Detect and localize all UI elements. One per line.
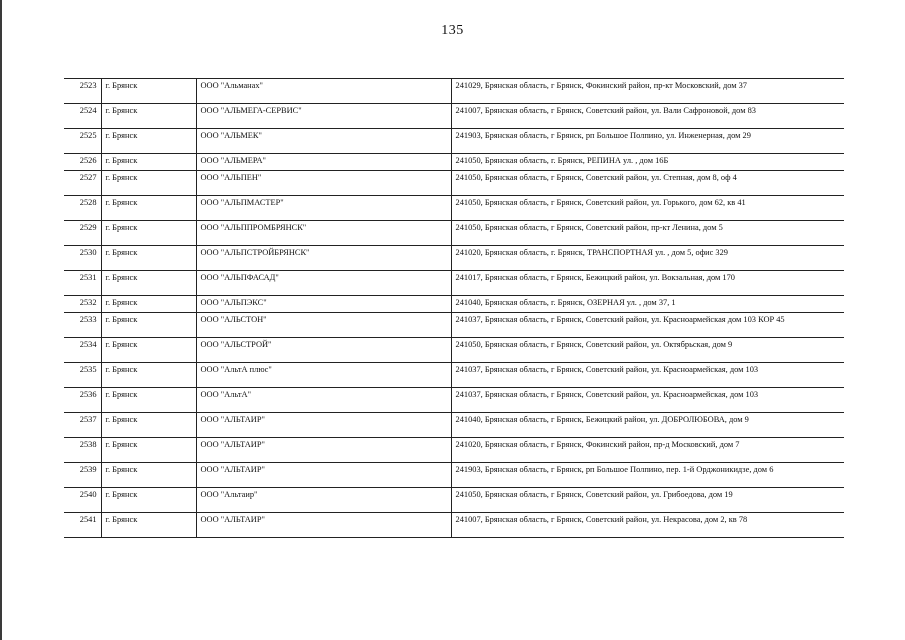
row-city: г. Брянск <box>101 463 196 488</box>
row-organization: ООО "АЛЬПМАСТЕР" <box>196 196 451 221</box>
row-address: 241007, Брянская область, г Брянск, Советский район, ул. Вали Сафроновой, дом 83 <box>451 104 844 129</box>
row-organization: ООО "АльтА" <box>196 388 451 413</box>
row-city: г. Брянск <box>101 171 196 196</box>
table-row <box>64 313 844 338</box>
row-city: г. Брянск <box>101 363 196 388</box>
table-row <box>64 104 844 129</box>
row-number: 2529 <box>64 221 101 246</box>
row-organization: ООО "АЛЬМЕГА-СЕРВИС" <box>196 104 451 129</box>
row-address: 241050, Брянская область, г Брянск, Советский район, ул. Горького, дом 62, кв 41 <box>451 196 844 221</box>
row-number: 2526 <box>64 154 101 171</box>
row-city: г. Брянск <box>101 221 196 246</box>
row-number: 2539 <box>64 463 101 488</box>
row-city: г. Брянск <box>101 388 196 413</box>
row-address: 241050, Брянская область, г Брянск, Советский район, ул. Октябрьская, дом 9 <box>451 338 844 363</box>
row-number: 2528 <box>64 196 101 221</box>
table-row <box>64 246 844 271</box>
row-address: 241040, Брянская область, г. Брянск, ОЗЕРНАЯ ул. , дом 37, 1 <box>451 296 844 313</box>
row-address: 241007, Брянская область, г Брянск, Советский район, ул. Некрасова, дом 2, кв 78 <box>451 513 844 538</box>
row-number: 2537 <box>64 413 101 438</box>
table-row <box>64 488 844 513</box>
row-number: 2523 <box>64 79 101 104</box>
row-city: г. Брянск <box>101 271 196 296</box>
page-number: 135 <box>441 23 464 38</box>
row-number: 2535 <box>64 363 101 388</box>
row-city: г. Брянск <box>101 338 196 363</box>
row-city: г. Брянск <box>101 488 196 513</box>
row-organization: ООО "АЛЬППРОМБРЯНСК" <box>196 221 451 246</box>
row-number: 2524 <box>64 104 101 129</box>
row-number: 2533 <box>64 313 101 338</box>
row-city: г. Брянск <box>101 313 196 338</box>
row-number: 2536 <box>64 388 101 413</box>
row-organization: ООО "АЛЬТАИР" <box>196 413 451 438</box>
row-address: 241903, Брянская область, г Брянск, рп Большое Полпино, пер. 1-й Орджоникидзе, дом 6 <box>451 463 844 488</box>
row-organization: ООО "АЛЬПЕН" <box>196 171 451 196</box>
row-organization: ООО "АЛЬТАИР" <box>196 513 451 538</box>
table-row <box>64 363 844 388</box>
table-row <box>64 513 844 538</box>
row-organization: ООО "АЛЬПФАСАД" <box>196 271 451 296</box>
row-number: 2530 <box>64 246 101 271</box>
row-city: г. Брянск <box>101 154 196 171</box>
page-edge <box>0 0 2 640</box>
row-city: г. Брянск <box>101 129 196 154</box>
row-city: г. Брянск <box>101 104 196 129</box>
row-organization: ООО "АЛЬПСТРОЙБРЯНСК" <box>196 246 451 271</box>
row-address: 241020, Брянская область, г. Брянск, ТРАНСПОРТНАЯ ул. , дом 5, офис 329 <box>451 246 844 271</box>
row-city: г. Брянск <box>101 438 196 463</box>
row-city: г. Брянск <box>101 246 196 271</box>
row-organization: ООО "АЛЬТАИР" <box>196 463 451 488</box>
row-address: 241050, Брянская область, г Брянск, Советский район, пр-кт Ленина, дом 5 <box>451 221 844 246</box>
row-address: 241903, Брянская область, г Брянск, рп Большое Полпино, ул. Инженерная, дом 29 <box>451 129 844 154</box>
row-address: 241037, Брянская область, г Брянск, Советский район, ул. Красноармейская, дом 103 <box>451 363 844 388</box>
row-organization: ООО "АЛЬМЕК" <box>196 129 451 154</box>
row-number: 2525 <box>64 129 101 154</box>
table-row <box>64 221 844 246</box>
table-row <box>64 338 844 363</box>
row-city: г. Брянск <box>101 196 196 221</box>
row-address: 241050, Брянская область, г Брянск, Советский район, ул. Грибоедова, дом 19 <box>451 488 844 513</box>
row-city: г. Брянск <box>101 296 196 313</box>
table-row <box>64 154 844 171</box>
row-organization: ООО "Альтаир" <box>196 488 451 513</box>
table-row <box>64 79 844 104</box>
row-number: 2534 <box>64 338 101 363</box>
row-number: 2538 <box>64 438 101 463</box>
row-address: 241037, Брянская область, г Брянск, Советский район, ул. Красноармейская дом 103 КОР 45 <box>451 313 844 338</box>
row-address: 241017, Брянская область, г Брянск, Бежицкий район, ул. Вокзальная, дом 170 <box>451 271 844 296</box>
row-organization: ООО "АЛЬПЭКС" <box>196 296 451 313</box>
row-organization: ООО "АЛЬМЕРА" <box>196 154 451 171</box>
table-row <box>64 438 844 463</box>
row-number: 2527 <box>64 171 101 196</box>
table-row <box>64 463 844 488</box>
row-organization: ООО "АЛЬТАИР" <box>196 438 451 463</box>
row-address: 241040, Брянская область, г Брянск, Бежицкий район, ул. ДОБРОЛЮБОВА, дом 9 <box>451 413 844 438</box>
row-organization: ООО "АЛЬСТРОЙ" <box>196 338 451 363</box>
table-row <box>64 271 844 296</box>
table-row <box>64 196 844 221</box>
row-organization: ООО "АЛЬСТОН" <box>196 313 451 338</box>
row-organization: ООО "Альманах" <box>196 79 451 104</box>
table-row <box>64 413 844 438</box>
table-row <box>64 129 844 154</box>
row-city: г. Брянск <box>101 513 196 538</box>
table-row <box>64 388 844 413</box>
row-number: 2531 <box>64 271 101 296</box>
row-number: 2532 <box>64 296 101 313</box>
table-row <box>64 296 844 313</box>
row-address: 241029, Брянская область, г Брянск, Фокинский район, пр-кт Московский, дом 37 <box>451 79 844 104</box>
row-address: 241050, Брянская область, г Брянск, Советский район, ул. Степная, дом 8, оф 4 <box>451 171 844 196</box>
row-organization: ООО "АльтА плюс" <box>196 363 451 388</box>
row-number: 2541 <box>64 513 101 538</box>
table-row <box>64 171 844 196</box>
row-city: г. Брянск <box>101 413 196 438</box>
registry-table <box>64 78 844 538</box>
row-address: 241050, Брянская область, г. Брянск, РЕПИНА ул. , дом 16Б <box>451 154 844 171</box>
row-address: 241020, Брянская область, г Брянск, Фокинский район, пр-д Московский, дом 7 <box>451 438 844 463</box>
row-city: г. Брянск <box>101 79 196 104</box>
row-address: 241037, Брянская область, г Брянск, Советский район, ул. Красноармейская, дом 103 <box>451 388 844 413</box>
row-number: 2540 <box>64 488 101 513</box>
